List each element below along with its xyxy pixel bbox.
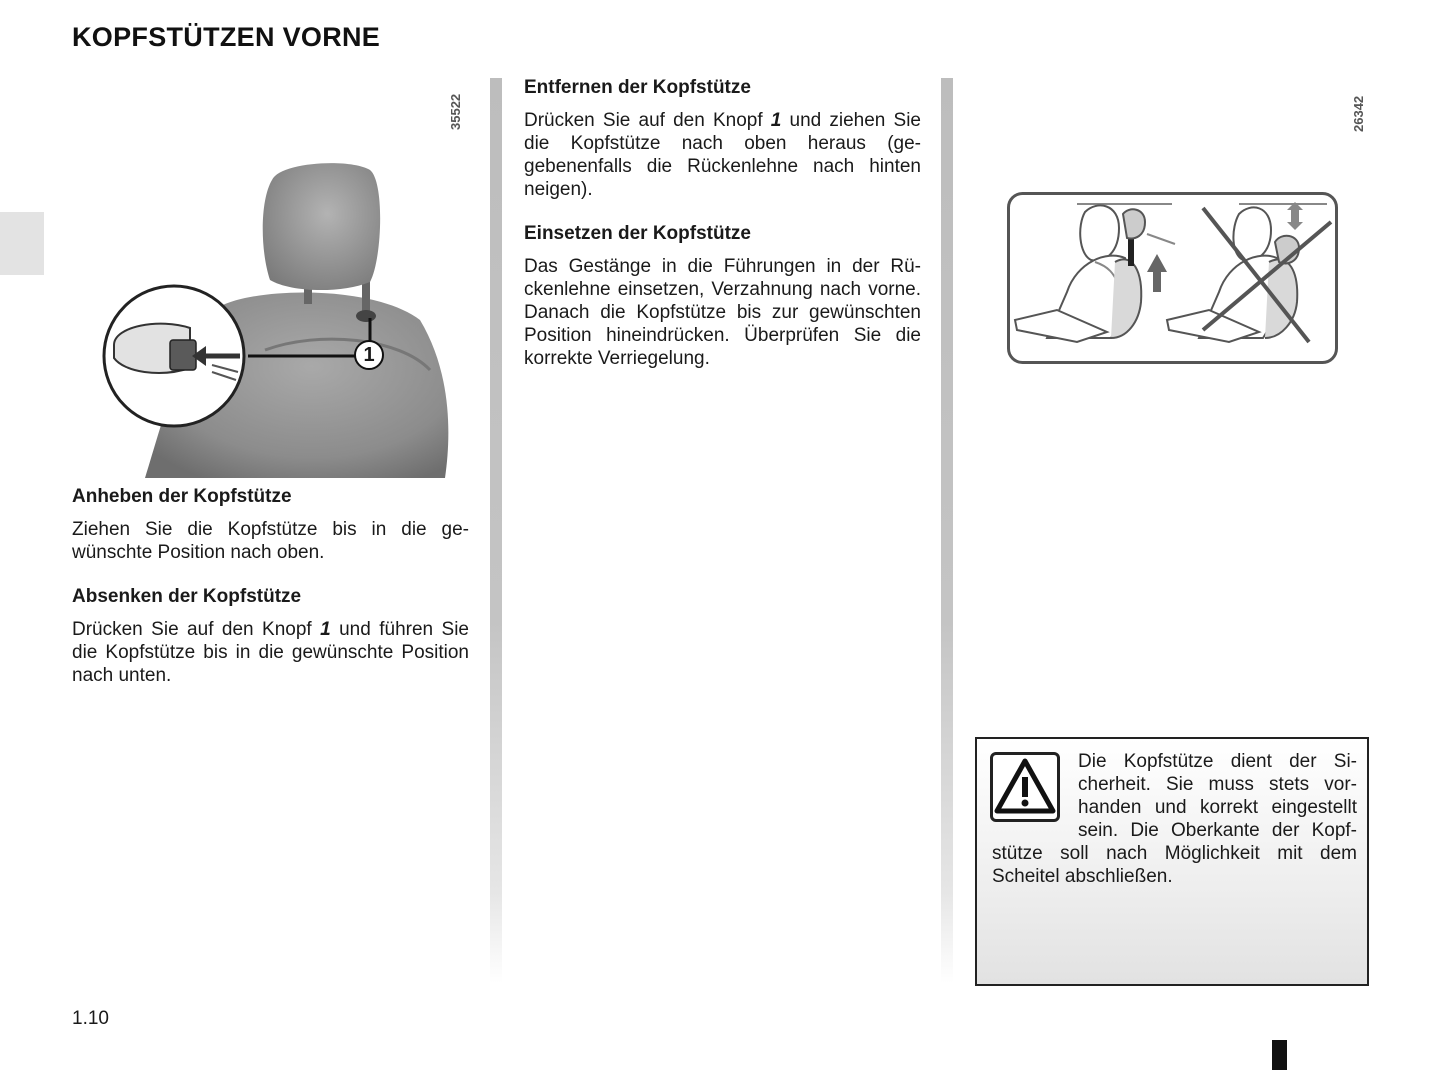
middle-column [524,76,921,391]
section-lower-headrest [72,585,469,687]
section-heading: Entfernen der Kopfstütze [524,77,751,98]
page-number: 1.10 [72,1008,109,1029]
column-divider-right [941,78,953,983]
warning-text: Die Kopfstütze dient der Sicherheit. Sie muss stets vorhanden und korrekt eingestellt sein. Die Oberkante der Kopfstütze soll nach Möglichkeit mit dem Scheitel abschließen. [992,751,1357,887]
headrest-position-figure [1007,192,1338,364]
page-title: KOPFSTÜTZEN VORNE [72,22,381,52]
warning-text-wrap [992,750,1357,888]
section-text [524,109,921,201]
section-heading: Anheben der Kopfstütze [72,486,292,507]
icon-spacer [992,750,1078,822]
text-part: und führen Sie die Kopfstütze bis in die gewünschte Position nach unten. [72,619,469,686]
page-end-marker [1272,1040,1287,1070]
section-insert-headrest [524,222,921,370]
text-part: Drücken Sie auf den Knopf [72,619,321,640]
column-divider-left [490,78,502,983]
headrest-illustration [100,160,455,478]
section-tab-marker [0,212,44,275]
section-remove-headrest [524,76,921,201]
figure-code-right: 26342 [1351,95,1366,132]
warning-box [975,737,1369,986]
headrest-position-illustration [1007,192,1338,364]
section-text [72,618,469,687]
text-part: Drücken Sie auf den Knopf [524,110,771,131]
section-text: Ziehen Sie die Kopfstütze bis in die gewünschte Position nach oben. [72,519,469,563]
left-column [72,485,469,708]
button-reference: 1 [320,619,331,640]
section-heading: Einsetzen der Kopfstütze [524,223,751,244]
text-part: und ziehen Sie die Kopfstütze nach oben heraus (gegebenenfalls die Rückenlehne nach hinten neigen). [524,110,921,200]
headrest-figure [100,160,455,478]
section-text: Das Gestänge in die Führungen in der Rückenlehne einsetzen, Verzahnung nach vorne. Danach die Kopfstütze bis zur gewünschten Position hineindrücken. Überprüfen Sie die korrekte Verriegelung. [524,256,921,369]
section-heading: Absenken der Kopfstütze [72,586,302,607]
button-reference: 1 [770,110,782,131]
button-callout-label: 1 [354,340,384,370]
figure-code-left: 35522 [448,93,463,130]
section-raise-headrest [72,485,469,564]
